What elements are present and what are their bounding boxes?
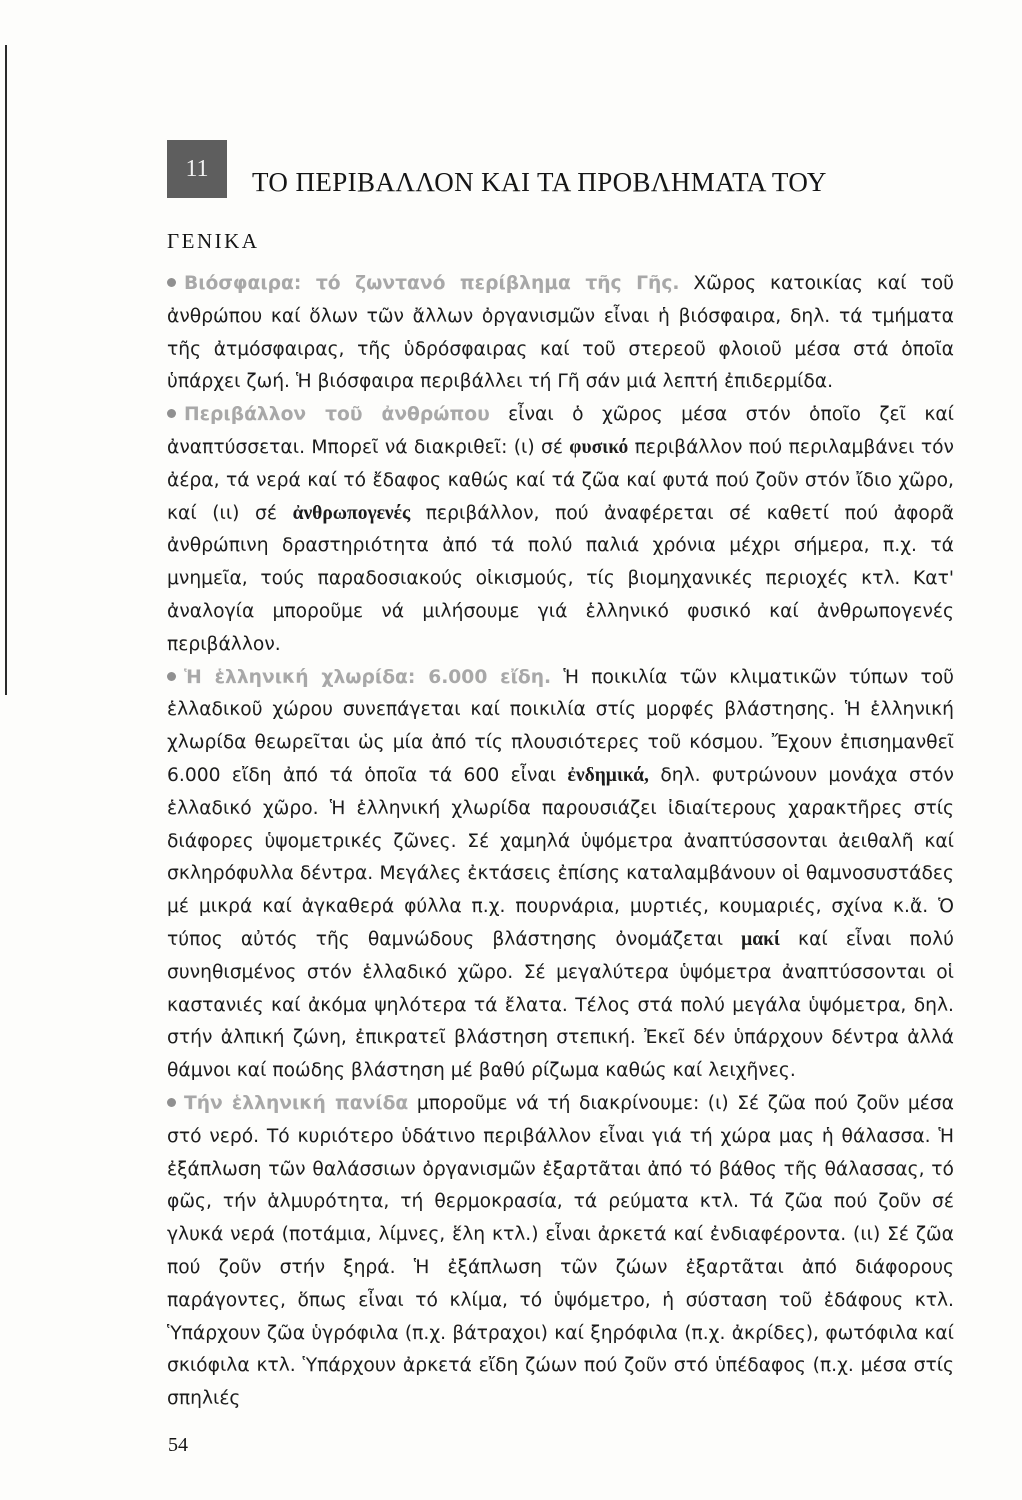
- paragraph-lead: Τήν ἑλληνική πανίδα: [184, 1092, 409, 1114]
- paragraph-lead: Βιόσφαιρα: τό ζωντανό περίβλημα τῆς Γῆς.: [184, 273, 680, 294]
- paragraph-text: περιβάλλον, πού ἀναφέρεται σέ καθετί πού ἀφορᾶ ἀνθρώπινη δραστηριότητα ἀπό τά πολύ παλιά χρόνια μέχρι σήμερα, π.χ. τά μνημεῖα, τούς παραδοσιακούς οἰκισμούς, τίς βιομηχανικές περιοχές κτλ. Κατ' ἀναλογία μποροῦμε νά μιλήσουμε γιά ἑλληνικό φυσικό καί ἀνθρωπογενές περιβάλλον.: [167, 502, 954, 655]
- paragraph-lead: Ἡ ἑλληνική χλωρίδα: 6.000 εἴδη.: [184, 666, 552, 688]
- paragraph-text: Ἡ ποικιλία τῶν κλιματικῶν τύπων τοῦ ἑλλαδικοῦ χώρου συνεπάγεται καί ποικιλία στίς μορφές βλάστησης. Ἡ ἑλληνική χλωρίδα θεωρεῖται ὡς μία ἀπό τίς πλουσιότερες τοῦ κόσμου. Ἔχουν ἐπισημανθεῖ 6.000 εἴδη ἀπό τά ὁποῖα τά 600 εἶναι: [167, 666, 954, 786]
- paragraph-greek-fauna: [167, 1088, 954, 1416]
- section-heading: ΓΕΝΙΚΑ: [167, 229, 260, 253]
- bullet-icon: [167, 409, 176, 418]
- binding-edge-line: [5, 45, 7, 695]
- bold-term: ἐνδημικά,: [567, 764, 649, 786]
- paragraph-text: δηλ. φυτρώνουν μονάχα στόν ἑλλαδικό χῶρο. Ἡ ἑλληνική χλωρίδα παρουσιάζει ἰδιαίτερους χαρακτῆρες στίς διάφορες ὑψομετρικές ζῶνες. Σέ χαμηλά ὑψόμετρα ἀναπτύσσονται ἀειθαλῆ καί σκληρόφυλλα δέντρα. Μεγάλες ἐκτάσεις ἐπίσης καταλαμβάνουν οἱ θαμνοσυστάδες μέ μικρά καί ἀγκαθερά φύλλα π.χ. πουρνάρια, μυρτιές, κουμαριές, σχίνα κ.ἄ. Ὁ τύπος αὐτός τῆς θαμνώδους βλάστησης ὀνομάζεται: [167, 764, 954, 950]
- bold-term: μακί: [741, 928, 780, 950]
- paragraph-human-environment: [167, 399, 954, 661]
- chapter-number-box: 11: [167, 140, 227, 198]
- body-text: [167, 268, 954, 1416]
- bold-term: ἀνθρωπογενές: [292, 502, 411, 524]
- bullet-icon: [167, 278, 176, 287]
- bullet-icon: [167, 672, 176, 681]
- paragraph-biosphere: [167, 268, 954, 399]
- bullet-icon: [167, 1098, 176, 1107]
- paragraph-text: καί εἶναι πολύ συνηθισμένος στόν ἑλλαδικό χῶρο. Σέ μεγαλύτερα ὑψόμετρα ἀναπτύσσονται οἱ καστανιές καί ἀκόμα ψηλότερα τά ἔλατα. Τέλος στά πολύ μεγάλα ὑψόμετρα, δηλ. στήν ἀλπική ζώνη, ἐπικρατεῖ βλάστηση στεπική. Ἐκεῖ δέν ὑπάρχουν δέντρα ἀλλά θάμνοι καί ποώδης βλάστηση μέ βαθύ ρίζωμα καθώς καί λειχῆνες.: [167, 928, 954, 1082]
- chapter-title: ΤΟ ΠΕΡΙΒΑΛΛΟΝ ΚΑΙ ΤΑ ΠΡΟΒΛΗΜΑΤΑ ΤΟΥ: [252, 167, 827, 197]
- bold-term: φυσικό: [569, 436, 629, 458]
- paragraph-text: Χῶρος κατοικίας καί τοῦ ἀνθρώπου καί ὅλων τῶν ἄλλων ὀργανισμῶν εἶναι ἡ βιόσφαιρα, δηλ. τά τμήματα τῆς ἀτμόσφαιρας, τῆς ὑδρόσφαιρας καί τοῦ στερεοῦ φλοιοῦ μέσα στά ὁποῖα ὑπάρχει ζωή. Ἡ βιόσφαιρα περιβάλλει τή Γῆ σάν μιά λεπτή ἐπιδερμίδα.: [167, 273, 954, 393]
- paragraph-text: περιβάλλον πού περιλαμβάνει τόν ἀέρα, τά νερά καί τό ἔδαφος καθώς καί τά ζῶα καί φυτά πού ζοῦν στόν ἴδιο χῶρο, καί (ιι) σέ: [167, 436, 954, 524]
- paragraph-greek-flora: [167, 662, 954, 1088]
- paragraph-lead: Περιβάλλον τοῦ ἀνθρώπου: [184, 404, 490, 426]
- page-number: 54: [168, 1434, 188, 1456]
- paragraph-text: μποροῦμε νά τή διακρίνουμε: (ι) Σέ ζῶα πού ζοῦν μέσα στό νερό. Τό κυριότερο ὑδάτινο περιβάλλον εἶναι γιά τή χώρα μας ἡ θάλασσα. Ἡ ἐξάπλωση τῶν θαλάσσιων ὀργανισμῶν ἐξαρτᾶται ἀπό τό βάθος τῆς θάλασσας, τό φῶς, τήν ἁλμυρότητα, τή θερμοκρασία, τά ρεύματα κτλ. Τά ζῶα πού ζοῦν σέ γλυκά νερά (ποτάμια, λίμνες, ἕλη κτλ.) εἶναι ἀρκετά καί ἐνδιαφέροντα. (ιι) Σέ ζῶα πού ζοῦν στήν ξηρά. Ἡ ἐξάπλωση τῶν ζώων ἐξαρτᾶται ἀπό διάφορους παράγοντες, ὅπως εἶναι τό κλίμα, τό ὑψόμετρο, ἡ σύσταση τοῦ ἐδάφους κτλ. Ὑπάρχουν ζῶα ὑγρόφιλα (π.χ. βάτραχοι) καί ξηρόφιλα (π.χ. ἀκρίδες), φωτόφιλα καί σκιόφιλα κτλ. Ὑπάρχουν ἀρκετά εἴδη ζώων πού ζοῦν στό ὑπέδαφος (π.χ. μέσα στίς σπηλιές: [167, 1092, 954, 1410]
- paragraph-text: εἶναι ὁ χῶρος μέσα στόν ὁποῖο ζεῖ καί ἀναπτύσσεται. Μπορεῖ νά διακριθεῖ: (ι) σέ: [167, 404, 955, 458]
